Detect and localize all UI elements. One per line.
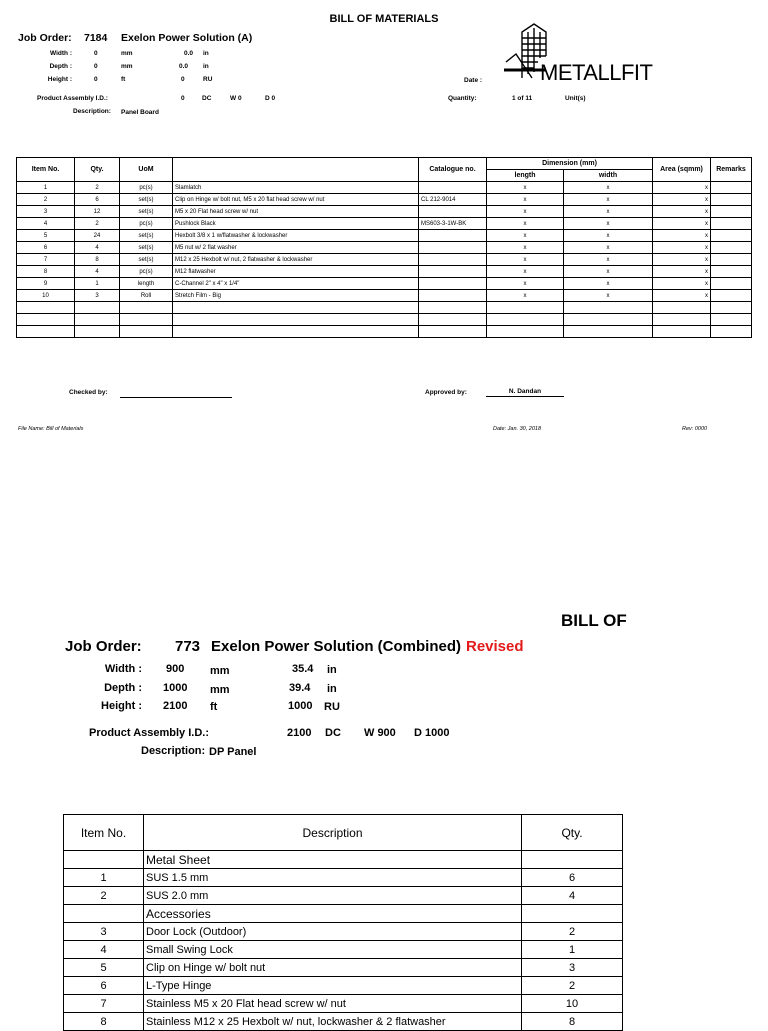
col-header-area: Area (sqmm) [653, 158, 711, 182]
approved-by-label: Approved by: [425, 389, 467, 396]
row-catalogue [419, 314, 487, 326]
height-alt-value: 0 [181, 76, 185, 83]
revised-badge: Revised [466, 638, 524, 655]
col-header-remarks: Remarks [711, 158, 752, 182]
row-item-no: 5 [64, 959, 144, 977]
row-remarks [711, 194, 752, 206]
row-length: x [487, 206, 564, 218]
p2-height-label: Height : [101, 700, 142, 712]
category-row [64, 851, 623, 869]
row-area: x [653, 182, 711, 194]
row-remarks [711, 230, 752, 242]
depth-value: 0 [94, 63, 98, 70]
quantity-unit: Unit(s) [565, 95, 586, 102]
row-width: x [564, 230, 653, 242]
table-row [64, 959, 623, 977]
row-description: Clip on Hinge w/ bolt nut, M5 x 20 flat head screw w/ nut [173, 194, 419, 206]
row-remarks [711, 242, 752, 254]
row-qty: 8 [75, 254, 120, 266]
row-item-no: 8 [64, 1013, 144, 1031]
p2-height-unit: ft [210, 701, 218, 713]
row-qty: 6 [522, 869, 623, 887]
row-length: x [487, 290, 564, 302]
table-row [64, 923, 623, 941]
row-uom [120, 314, 173, 326]
row-width: x [564, 254, 653, 266]
p2-assembly-label: Product Assembly I.D.: [89, 727, 210, 739]
p2-job-order-name: Exelon Power Solution (Combined) [211, 638, 462, 655]
row-uom: set(s) [120, 242, 173, 254]
assembly-value-1: DC [202, 95, 212, 102]
row-remarks [711, 254, 752, 266]
p2-height-alt-value: 1000 [288, 700, 313, 712]
row-remarks [711, 278, 752, 290]
row-length: x [487, 242, 564, 254]
row-catalogue [419, 278, 487, 290]
description-label: Description: [73, 108, 111, 115]
col-header-width: width [564, 170, 653, 182]
row-qty: 1 [75, 278, 120, 290]
category-row [64, 905, 623, 923]
table-row [17, 314, 752, 326]
p2-depth-alt-unit: in [327, 683, 337, 695]
row-qty: 4 [75, 266, 120, 278]
row-item-no: 6 [17, 242, 75, 254]
row-qty: 4 [75, 242, 120, 254]
p2-width-unit: mm [210, 665, 230, 677]
row-catalogue: CL 212-9014 [419, 194, 487, 206]
table-row [17, 206, 752, 218]
row-description: M5 nut w/ 2 flat washer [173, 242, 419, 254]
table-row [17, 302, 752, 314]
assembly-label: Product Assembly I.D.: [37, 95, 108, 102]
row-qty: 10 [522, 995, 623, 1013]
table-row [17, 182, 752, 194]
width-value: 0 [94, 50, 98, 57]
row-item-no [64, 851, 144, 869]
depth-unit: mm [121, 63, 133, 70]
row-area: x [653, 194, 711, 206]
p2-job-order-label: Job Order: [65, 638, 142, 655]
row-qty [75, 326, 120, 338]
table-row [64, 995, 623, 1013]
row-catalogue [419, 242, 487, 254]
width-alt-value: 0.0 [184, 50, 194, 57]
row-description: Small Swing Lock [144, 941, 522, 959]
p2-width-alt-unit: in [327, 664, 337, 676]
width-unit: mm [121, 50, 133, 57]
row-remarks [711, 290, 752, 302]
col-header-uom: UoM [120, 158, 173, 182]
depth-alt-unit: in [203, 63, 209, 70]
row-catalogue [419, 302, 487, 314]
description-value: Panel Board [121, 109, 159, 116]
row-area [653, 314, 711, 326]
col-header-qty: Qty. [75, 158, 120, 182]
row-remarks [711, 182, 752, 194]
row-qty: 24 [75, 230, 120, 242]
row-item-no [17, 302, 75, 314]
p2-assembly-value-3: D 1000 [414, 727, 450, 739]
p2-col-header-description: Description [144, 815, 522, 851]
p2-width-label: Width : [104, 663, 142, 675]
col-header-dimension: Dimension (mm) [487, 158, 653, 170]
depth-label: Depth : [49, 63, 72, 70]
p2-assembly-value-1: DC [325, 727, 341, 739]
date-label: Date : [464, 77, 483, 84]
row-qty: 3 [75, 290, 120, 302]
row-width: x [564, 182, 653, 194]
row-description [173, 314, 419, 326]
job-order-number: 7184 [84, 32, 108, 44]
p2-assembly-value-0: 2100 [287, 727, 312, 739]
row-description: C-Channel 2" x 4" x 1/4" [173, 278, 419, 290]
table-row [17, 266, 752, 278]
row-description: M5 x 20 Flat head screw w/ nut [173, 206, 419, 218]
company-logo [502, 18, 672, 90]
row-catalogue [419, 206, 487, 218]
row-description: Metal Sheet [144, 851, 522, 869]
row-item-no: 1 [64, 869, 144, 887]
row-uom [120, 302, 173, 314]
table-row [64, 887, 623, 905]
row-area: x [653, 266, 711, 278]
company-logo-text: METALLFIT [540, 60, 653, 85]
row-uom: set(s) [120, 230, 173, 242]
row-qty: 3 [522, 959, 623, 977]
row-width: x [564, 278, 653, 290]
table-row [17, 326, 752, 338]
row-width: x [564, 206, 653, 218]
col-header-length: length [487, 170, 564, 182]
col-header-item: Item No. [17, 158, 75, 182]
row-item-no: 2 [17, 194, 75, 206]
table-row [17, 254, 752, 266]
row-length: x [487, 278, 564, 290]
row-item-no: 1 [17, 182, 75, 194]
row-area: x [653, 290, 711, 302]
job-order-label: Job Order: [18, 32, 72, 44]
height-value: 0 [94, 76, 98, 83]
p2-description-label: Description: [141, 745, 206, 757]
row-width: x [564, 242, 653, 254]
row-area: x [653, 278, 711, 290]
row-item-no [17, 326, 75, 338]
row-description: L-Type Hinge [144, 977, 522, 995]
width-alt-unit: in [203, 50, 209, 57]
p2-bom-table [63, 814, 623, 1031]
row-length: x [487, 218, 564, 230]
p2-height-value: 2100 [163, 700, 188, 712]
row-catalogue [419, 182, 487, 194]
page-title: BILL OF MATERIALS [329, 13, 439, 25]
table-row [17, 242, 752, 254]
p2-width-alt-value: 35.4 [292, 663, 314, 675]
page2-title: BILL OF [561, 611, 627, 630]
row-description: Stainless M5 x 20 Flat head screw w/ nut [144, 995, 522, 1013]
row-uom: set(s) [120, 254, 173, 266]
table-row [64, 1013, 623, 1031]
assembly-value-3: D 0 [265, 95, 276, 102]
p2-height-alt-unit: RU [324, 701, 340, 713]
row-description: Accessories [144, 905, 522, 923]
height-label: Height : [47, 76, 72, 83]
row-length [487, 302, 564, 314]
row-uom: length [120, 278, 173, 290]
row-qty: 6 [75, 194, 120, 206]
row-item-no: 9 [17, 278, 75, 290]
height-unit: ft [121, 76, 126, 83]
row-area: x [653, 242, 711, 254]
revision: Rev: 0000 [682, 426, 708, 432]
row-qty: 2 [522, 977, 623, 995]
row-item-no: 4 [17, 218, 75, 230]
file-name: File Name: Bill of Materials [18, 426, 84, 432]
row-width: x [564, 290, 653, 302]
col-header-catalogue: Catalogue no. [419, 158, 487, 182]
row-item-no: 4 [64, 941, 144, 959]
row-width: x [564, 218, 653, 230]
row-length: x [487, 254, 564, 266]
p2-job-order-number: 773 [175, 638, 201, 655]
row-item-no: 8 [17, 266, 75, 278]
row-description [173, 302, 419, 314]
row-remarks [711, 218, 752, 230]
row-item-no: 3 [64, 923, 144, 941]
table-row [64, 977, 623, 995]
row-length: x [487, 230, 564, 242]
row-uom: pc(s) [120, 218, 173, 230]
table-row [17, 278, 752, 290]
assembly-value-0: 0 [181, 95, 185, 102]
row-catalogue [419, 230, 487, 242]
row-description: Clip on Hinge w/ bolt nut [144, 959, 522, 977]
p2-width-value: 900 [166, 663, 185, 675]
table-row [17, 230, 752, 242]
row-catalogue: MS603-3-1W-BK [419, 218, 487, 230]
row-description [173, 326, 419, 338]
approved-by-value: N. Dandan [486, 388, 564, 397]
row-area [653, 302, 711, 314]
row-remarks [711, 326, 752, 338]
row-description: M12 x 25 Hexbolt w/ nut, 2 flatwasher & lockwasher [173, 254, 419, 266]
row-uom: set(s) [120, 194, 173, 206]
row-item-no [17, 314, 75, 326]
p2-description-value: DP Panel [209, 746, 257, 758]
row-length [487, 314, 564, 326]
row-uom: set(s) [120, 206, 173, 218]
row-width: x [564, 194, 653, 206]
row-area: x [653, 254, 711, 266]
p2-assembly-value-2: W 900 [364, 727, 396, 739]
row-length: x [487, 194, 564, 206]
row-description: Slamlatch [173, 182, 419, 194]
row-catalogue [419, 266, 487, 278]
row-width: x [564, 266, 653, 278]
assembly-value-2: W 0 [230, 95, 242, 102]
height-alt-unit: RU [203, 76, 213, 83]
row-qty: 4 [522, 887, 623, 905]
row-description: SUS 1.5 mm [144, 869, 522, 887]
row-length [487, 326, 564, 338]
row-item-no [64, 905, 144, 923]
p2-depth-value: 1000 [163, 682, 188, 694]
row-uom: Roll [120, 290, 173, 302]
row-qty [75, 302, 120, 314]
col-header-description [173, 158, 419, 182]
row-description: Pushlock Black [173, 218, 419, 230]
row-length: x [487, 182, 564, 194]
p2-depth-label: Depth : [104, 682, 142, 694]
row-remarks [711, 206, 752, 218]
width-label: Width : [50, 50, 72, 57]
bom-table [16, 157, 752, 338]
row-description: M12 flatwasher [173, 266, 419, 278]
row-uom: pc(s) [120, 182, 173, 194]
row-catalogue [419, 290, 487, 302]
depth-alt-value: 0.0 [179, 63, 189, 70]
row-uom [120, 326, 173, 338]
row-item-no: 6 [64, 977, 144, 995]
row-area [653, 326, 711, 338]
checked-by-line [120, 397, 232, 398]
quantity-label: Quantity: [448, 95, 477, 102]
table-row [64, 941, 623, 959]
p2-depth-unit: mm [210, 684, 230, 696]
row-area: x [653, 218, 711, 230]
row-description: Hexbolt 3/8 x 1 w/flatwasher & lockwasher [173, 230, 419, 242]
row-qty: 2 [75, 218, 120, 230]
table-row [17, 194, 752, 206]
row-description: Door Lock (Outdoor) [144, 923, 522, 941]
row-qty: 12 [75, 206, 120, 218]
row-description: Stainless M12 x 25 Hexbolt w/ nut, lockwasher & 2 flatwasher [144, 1013, 522, 1031]
job-order-name: Exelon Power Solution (A) [121, 32, 253, 44]
row-qty: 2 [75, 182, 120, 194]
row-description: Stretch Film - Big [173, 290, 419, 302]
row-qty [522, 851, 623, 869]
row-qty [75, 314, 120, 326]
row-item-no: 7 [17, 254, 75, 266]
p2-col-header-item: Item No. [64, 815, 144, 851]
row-remarks [711, 314, 752, 326]
p2-col-header-qty: Qty. [522, 815, 623, 851]
p2-depth-alt-value: 39.4 [289, 682, 311, 694]
row-item-no: 2 [64, 887, 144, 905]
row-qty [522, 905, 623, 923]
row-remarks [711, 266, 752, 278]
row-item-no: 7 [64, 995, 144, 1013]
row-uom: pc(s) [120, 266, 173, 278]
row-catalogue [419, 326, 487, 338]
row-item-no: 5 [17, 230, 75, 242]
row-remarks [711, 302, 752, 314]
row-width [564, 326, 653, 338]
row-catalogue [419, 254, 487, 266]
table-row [64, 869, 623, 887]
row-width [564, 314, 653, 326]
row-area: x [653, 206, 711, 218]
row-item-no: 3 [17, 206, 75, 218]
footer-date: Date: Jan. 30, 2018 [493, 426, 542, 432]
row-description: SUS 2.0 mm [144, 887, 522, 905]
checked-by-label: Checked by: [69, 389, 108, 396]
row-qty: 8 [522, 1013, 623, 1031]
row-item-no: 10 [17, 290, 75, 302]
row-length: x [487, 266, 564, 278]
quantity-value: 1 of 11 [512, 95, 533, 102]
table-row [17, 290, 752, 302]
row-qty: 2 [522, 923, 623, 941]
row-width [564, 302, 653, 314]
table-row [17, 218, 752, 230]
row-area: x [653, 230, 711, 242]
row-qty: 1 [522, 941, 623, 959]
